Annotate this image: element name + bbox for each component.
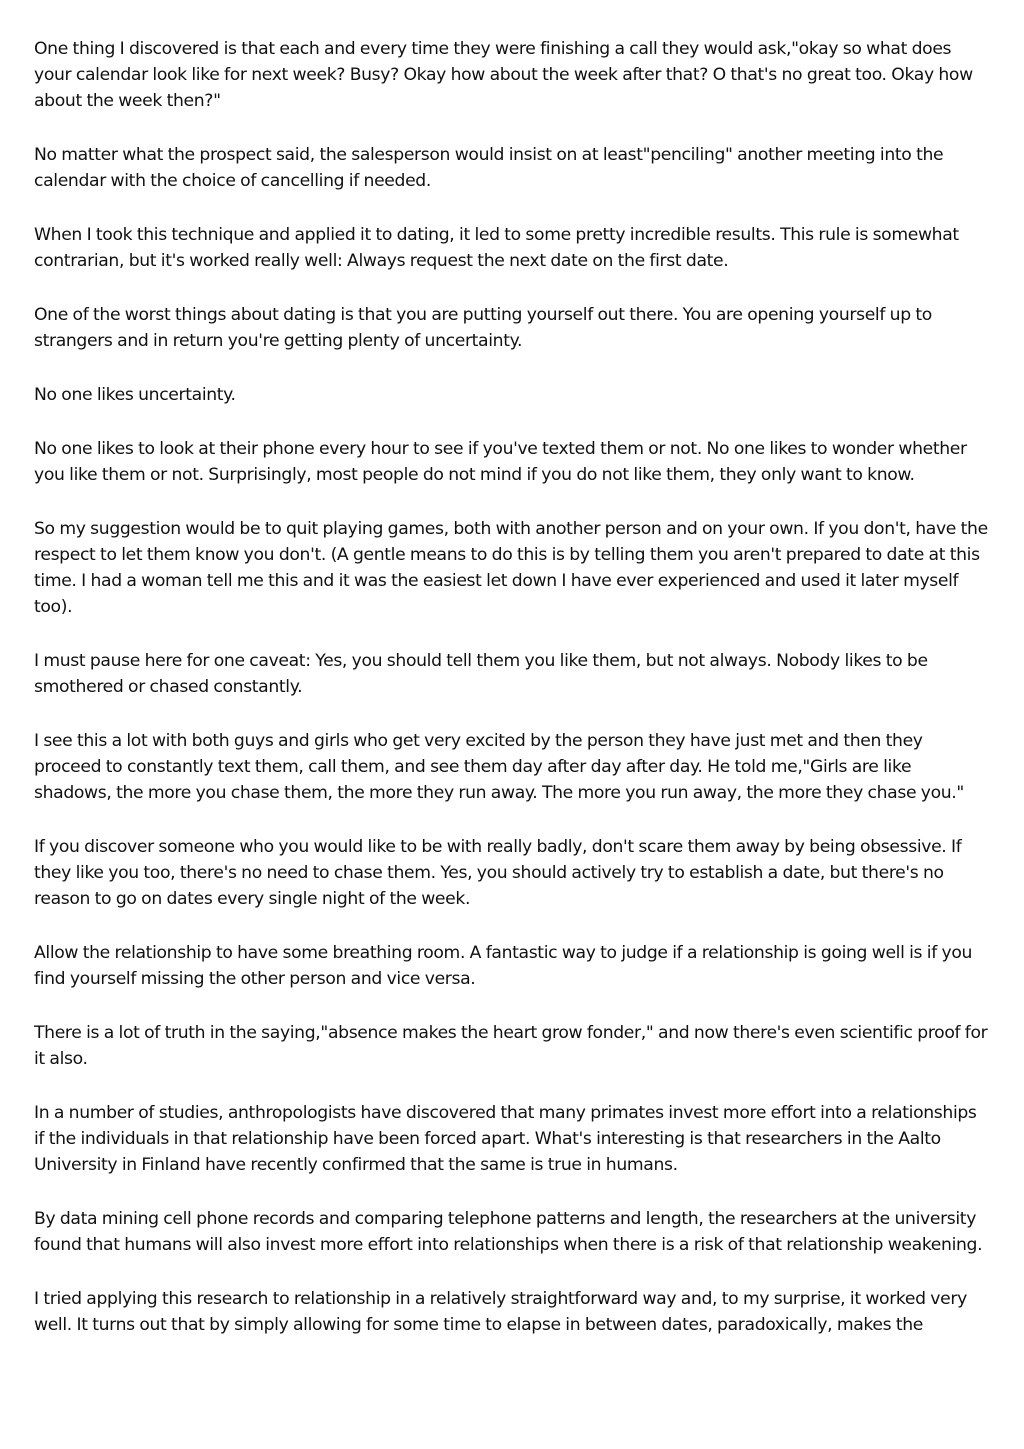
paragraph-11: Allow the relationship to have some breathing room. A fantastic way to judge if a relationship is going well is if you find yourself missing the other person and vice versa. — [34, 943, 973, 989]
paragraph-14: By data mining cell phone records and comparing telephone patterns and length, the researchers at the university found that humans will also invest more effort into relationships when there is a risk of that relationship weakening. — [34, 1209, 983, 1255]
paragraph-6: No one likes to look at their phone every hour to see if you've texted them or not. No one likes to wonder whether you like them or not. Surprisingly, most people do not mind if you do not like them, they only want to know. — [34, 439, 967, 485]
paragraph-9: I see this a lot with both guys and girls who get very excited by the person they have just met and then they proceed to constantly text them, call them, and see them day after day after day. He told me,"Girls are like shadows, the more you chase them, the more they run away. The more you run away, the more they chase you." — [34, 731, 964, 803]
paragraph-10: If you discover someone who you would like to be with really badly, don't scare them away by being obsessive. If they like you too, there's no need to chase them. Yes, you should actively try to establish a date, but there's no reason to go on dates every single night of the week. — [34, 837, 962, 909]
paragraph-13: In a number of studies, anthropologists have discovered that many primates invest more effort into a relationships if the individuals in that relationship have been forced apart. What's interesting is that researchers in the Aalto University in Finland have recently confirmed that the same is true in humans. — [34, 1103, 977, 1175]
paragraph-5: No one likes uncertainty. — [34, 385, 236, 405]
paragraph-2: No matter what the prospect said, the salesperson would insist on at least"penciling" another meeting into the calendar with the choice of cancelling if needed. — [34, 145, 944, 191]
paragraph-15: I tried applying this research to relationship in a relatively straightforward way and, to my surprise, it worked very well. It turns out that by simply allowing for some time to elapse in between dates, paradoxically, makes the — [34, 1289, 967, 1335]
paragraph-12: There is a lot of truth in the saying,"absence makes the heart grow fonder," and now there's even scientific proof for it also. — [34, 1023, 988, 1069]
paragraph-4: One of the worst things about dating is that you are putting yourself out there. You are opening yourself up to strangers and in return you're getting plenty of uncertainty. — [34, 305, 932, 351]
paragraph-8: I must pause here for one caveat: Yes, you should tell them you like them, but not always. Nobody likes to be smothered or chased constantly. — [34, 651, 928, 697]
paragraph-7: So my suggestion would be to quit playing games, both with another person and on your own. If you don't, have the respect to let them know you don't. (A gentle means to do this is by telling them you aren't prepared to date at this time. I had a woman tell me this and it was the easiest let down I have ever experienced and used it later myself too). — [34, 519, 988, 617]
paragraph-1: One thing I discovered is that each and every time they were finishing a call they would ask,"okay so what does your calendar look like for next week? Busy? Okay how about the week after that? O that's no great too. Okay how about the week then?" — [34, 39, 973, 111]
paragraph-3: When I took this technique and applied it to dating, it led to some pretty incredible results. This rule is somewhat contrarian, but it's worked really well: Always request the next date on the first date. — [34, 225, 959, 271]
